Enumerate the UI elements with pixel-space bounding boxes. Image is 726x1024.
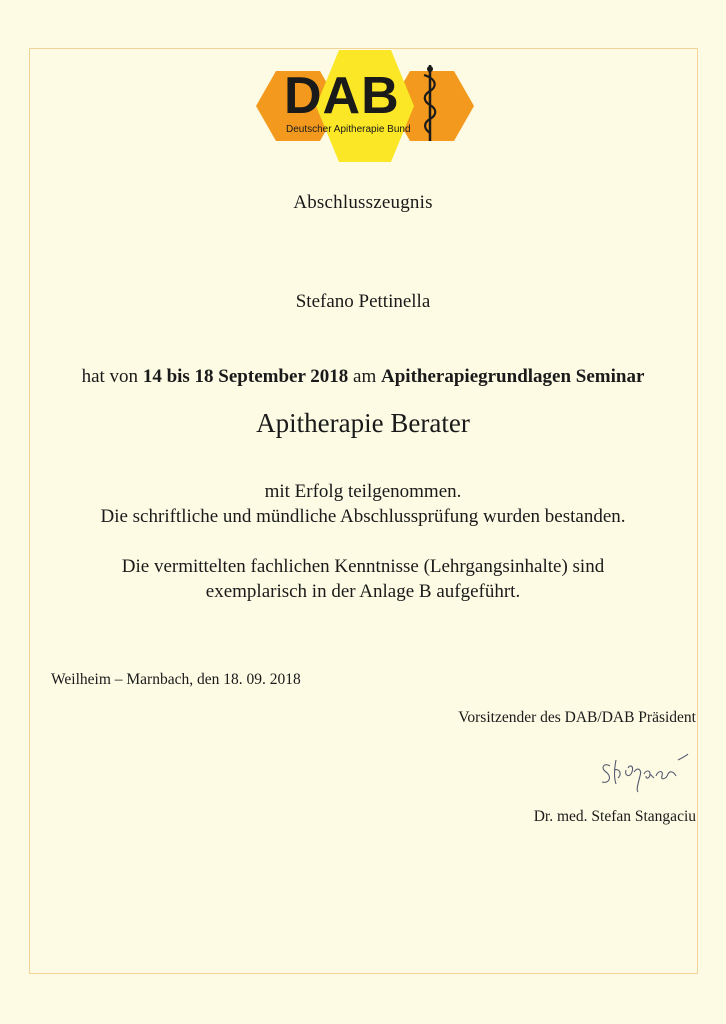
dab-logo <box>254 49 476 163</box>
course-seminar: Apitherapiegrundlagen Seminar <box>381 366 645 387</box>
passed-line-2: Die schriftliche und mündliche Abschlussprüfung wurden bestanden. <box>100 506 626 527</box>
recipient-name: Stefano Pettinella <box>295 291 431 312</box>
qualification-title: Apitherapie Berater <box>256 408 470 438</box>
passed-line-1: mit Erfolg teilgenommen. <box>264 481 462 502</box>
svg-text:DAB: DAB <box>284 67 400 125</box>
course-prefix: hat von <box>81 366 143 387</box>
logo-full-name: Deutscher Apitherapie Bund <box>286 124 411 135</box>
signer-name: Dr. med. Stefan Stangaciu <box>533 808 696 825</box>
content-line-2: exemplarisch in der Anlage B aufgeführt. <box>205 581 521 602</box>
content-line-1: Die vermittelten fachlichen Kenntnisse (Lehrgangsinhalte) sind <box>121 556 605 577</box>
signer-role: Vorsitzender des DAB/DAB Präsident <box>458 709 696 726</box>
place-and-date: Weilheim – Marnbach, den 18. 09. 2018 <box>51 671 301 688</box>
course-line <box>0 366 726 388</box>
handwritten-signature <box>596 752 696 794</box>
course-middle: am <box>348 366 382 387</box>
certificate-title: Abschlusszeugnis <box>293 192 433 213</box>
course-dates: 14 bis 18 September 2018 <box>142 366 349 387</box>
